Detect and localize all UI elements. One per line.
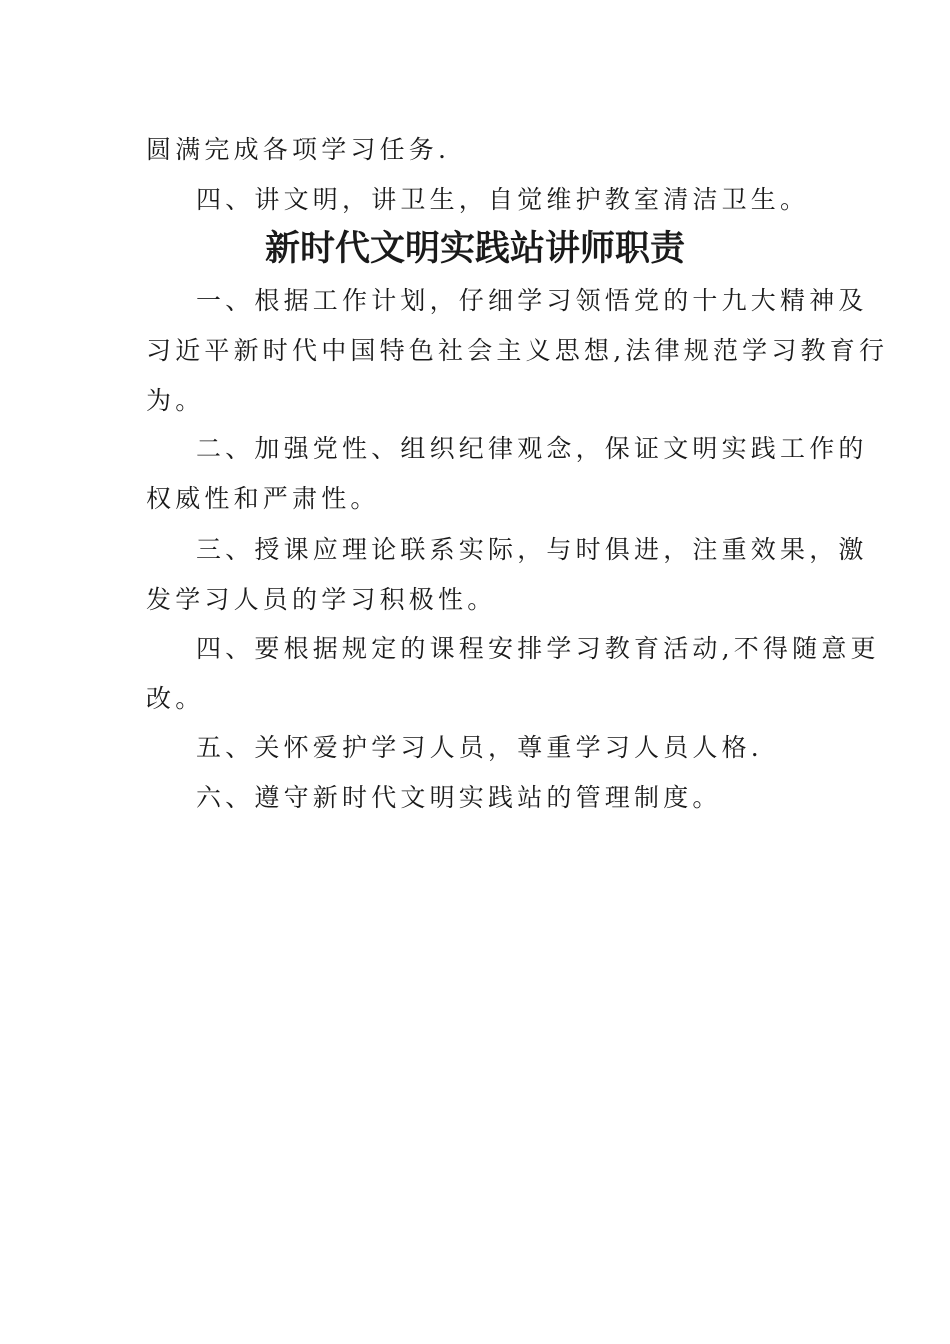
body-line: 改。 bbox=[146, 684, 205, 713]
body-line: 发学习人员的学习积极性。 bbox=[146, 585, 497, 614]
body-line: 四、讲文明，讲卫生，自觉维护教室清洁卫生。 bbox=[196, 185, 810, 214]
body-line: 一、根据工作计划，仔细学习领悟党的十九大精神及 bbox=[196, 286, 868, 315]
body-line: 三、授课应理论联系实际，与时俱进，注重效果，激 bbox=[196, 535, 868, 564]
body-line: 四、要根据规定的课程安排学习教育活动,不得随意更 bbox=[196, 634, 880, 663]
body-line: 二、加强党性、组织纪律观念，保证文明实践工作的 bbox=[196, 434, 868, 463]
body-line: 为。 bbox=[146, 386, 205, 415]
section-title: 新时代文明实践站讲师职责 bbox=[264, 228, 685, 269]
body-line: 五、关怀爱护学习人员，尊重学习人员人格. bbox=[196, 733, 763, 762]
body-line: 权威性和严肃性。 bbox=[146, 484, 380, 513]
body-line: 习近平新时代中国特色社会主义思想,法律规范学习教育行 bbox=[146, 336, 889, 365]
body-line: 六、遵守新时代文明实践站的管理制度。 bbox=[196, 783, 722, 812]
body-line: 圆满完成各项学习任务. bbox=[146, 135, 451, 164]
